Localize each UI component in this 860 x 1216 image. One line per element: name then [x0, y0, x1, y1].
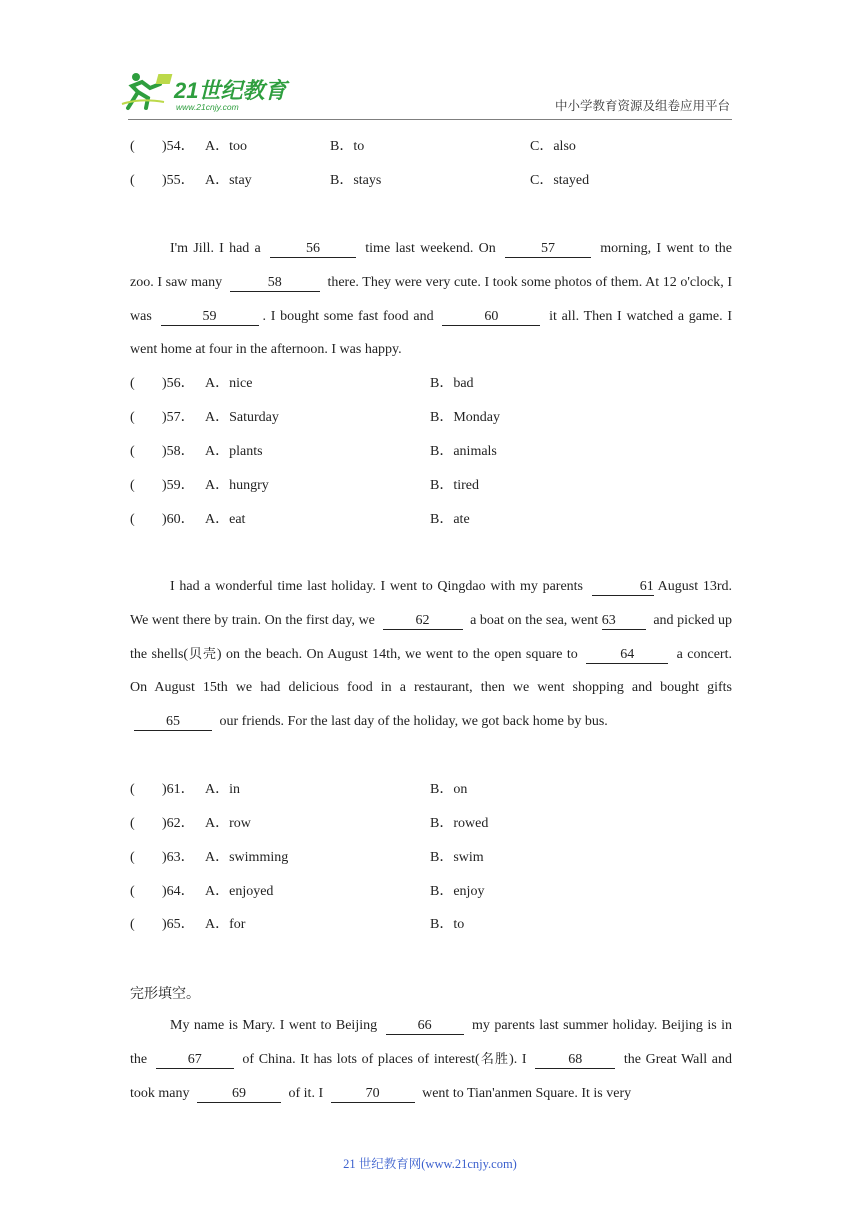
- passage-text: it all. Then I watched a game. I went home at four in the afternoon. I was happy.: [130, 308, 732, 358]
- header-platform-text: 中小学教育资源及组卷应用平台: [554, 98, 730, 113]
- passage-text: the Great Wall and took many: [130, 1051, 733, 1101]
- passage-text: time last weekend. On: [365, 241, 496, 256]
- option-a: A．too: [205, 139, 247, 154]
- passage-text: of it. I: [288, 1085, 324, 1101]
- question-number: )61．: [162, 782, 195, 797]
- blank-65[interactable]: 65: [134, 714, 212, 731]
- option-b: B．to: [430, 917, 465, 932]
- option-b: B．rowed: [430, 816, 489, 831]
- option-b: B．stays: [330, 173, 382, 188]
- question-number: )57．: [162, 410, 195, 425]
- passage-text: my parents last summer holiday. Beijing is in the: [130, 1018, 733, 1067]
- option-a: A．in: [205, 782, 240, 797]
- passage-text: went to Tian'anmen Square. It is very: [422, 1085, 632, 1101]
- answer-bracket[interactable]: (: [130, 478, 135, 493]
- passage-text: . I bought some fast food and: [262, 308, 434, 324]
- answer-bracket[interactable]: (: [130, 917, 135, 932]
- option-b: B．animals: [430, 444, 497, 459]
- option-c: C．stayed: [530, 173, 590, 188]
- option-b: B．tired: [430, 478, 479, 493]
- question-number: )59．: [162, 478, 195, 493]
- option-a: A．plants: [205, 444, 263, 459]
- option-a: A．enjoyed: [205, 884, 274, 899]
- page-footer: 21 世纪教育网(www.21cnjy.com): [343, 1157, 517, 1171]
- question-number: )62．: [162, 816, 195, 831]
- option-c: C．also: [530, 139, 576, 154]
- passage-text: August 13rd. We went there by train. On the first day, we: [130, 579, 732, 628]
- question-number: )55．: [162, 173, 195, 188]
- passage-qingdao: [130, 570, 732, 739]
- passage-text: My name is Mary. I went to Beijing: [170, 1018, 378, 1033]
- passage-text: there. They were very cute. I took some photos of them. At 12 o'clock, I was: [130, 274, 733, 324]
- logo-url: www.21cnjy.com: [176, 102, 239, 112]
- blank-70[interactable]: 70: [331, 1086, 415, 1103]
- blank-66[interactable]: 66: [386, 1018, 464, 1035]
- passage-text: I'm Jill. I had a: [170, 241, 261, 256]
- passage-jill: [130, 232, 732, 367]
- site-logo: [120, 68, 300, 114]
- runner-logo-icon: [120, 68, 300, 114]
- answer-bracket[interactable]: (: [130, 173, 135, 188]
- answer-bracket[interactable]: (: [130, 512, 135, 527]
- blank-57[interactable]: 57: [505, 241, 591, 258]
- question-number: )56．: [162, 376, 195, 391]
- blank-64[interactable]: 64: [586, 647, 668, 664]
- blank-58[interactable]: 58: [230, 275, 320, 292]
- blank-56[interactable]: 56: [270, 241, 356, 258]
- blank-63[interactable]: 63: [602, 613, 646, 630]
- answer-bracket[interactable]: (: [130, 376, 135, 391]
- passage-text: a concert. On August 15th we had delicious food in a restaurant, then we went shopping and bought gifts: [130, 646, 732, 696]
- answer-bracket[interactable]: (: [130, 444, 135, 459]
- passage-mary: [130, 1009, 732, 1110]
- option-b: B．enjoy: [430, 884, 485, 899]
- chinese-gloss: 贝壳: [188, 646, 217, 662]
- option-a: A．row: [205, 816, 251, 831]
- passage-text: morning, I went to the zoo. I saw many: [130, 241, 733, 290]
- option-a: A．stay: [205, 173, 252, 188]
- question-number: )60．: [162, 512, 195, 527]
- blank-61[interactable]: 61: [592, 579, 654, 596]
- passage-text: of China. It has lots of places of interest(: [242, 1051, 480, 1067]
- answer-bracket[interactable]: (: [130, 884, 135, 899]
- passage-text: ). I: [509, 1051, 527, 1067]
- option-b: B．Monday: [430, 410, 500, 425]
- option-a: A．hungry: [205, 478, 269, 493]
- question-number: )64．: [162, 884, 195, 899]
- option-b: B．swim: [430, 850, 484, 865]
- answer-bracket[interactable]: (: [130, 850, 135, 865]
- question-number: )54．: [162, 139, 195, 154]
- blank-67[interactable]: 67: [156, 1052, 234, 1069]
- passage-text: I had a wonderful time last holiday. I went to Qingdao with my parents: [170, 579, 583, 594]
- option-b: B．bad: [430, 376, 474, 391]
- passage-text: a boat on the sea, went: [470, 612, 599, 628]
- option-a: A．eat: [205, 512, 246, 527]
- logo-text: 21世纪教育: [174, 78, 287, 103]
- answer-bracket[interactable]: (: [130, 139, 135, 154]
- blank-62[interactable]: 62: [383, 613, 463, 630]
- question-number: )58．: [162, 444, 195, 459]
- passage-text: our friends. For the last day of the holiday, we got back home by bus.: [219, 714, 608, 730]
- chinese-gloss: 名胜: [479, 1051, 510, 1067]
- answer-bracket[interactable]: (: [130, 410, 135, 425]
- option-b: B．ate: [430, 512, 470, 527]
- option-a: A．swimming: [205, 850, 289, 865]
- section-title: 完形填空。: [130, 986, 200, 1002]
- option-a: A．Saturday: [205, 410, 279, 425]
- passage-text: ) on the beach. On August 14th, we went to the open square to: [216, 646, 578, 662]
- question-number: )65．: [162, 917, 195, 932]
- option-a: A．nice: [205, 376, 253, 391]
- answer-bracket[interactable]: (: [130, 782, 135, 797]
- answer-bracket[interactable]: (: [130, 816, 135, 831]
- blank-59[interactable]: 59: [161, 309, 259, 326]
- header-divider: [128, 119, 732, 120]
- passage-text: and picked up the shells(: [130, 612, 733, 662]
- option-b: B．on: [430, 782, 468, 797]
- blank-68[interactable]: 68: [535, 1052, 615, 1069]
- option-a: A．for: [205, 917, 246, 932]
- blank-60[interactable]: 60: [442, 309, 540, 326]
- blank-69[interactable]: 69: [197, 1086, 281, 1103]
- question-number: )63．: [162, 850, 195, 865]
- option-b: B．to: [330, 139, 365, 154]
